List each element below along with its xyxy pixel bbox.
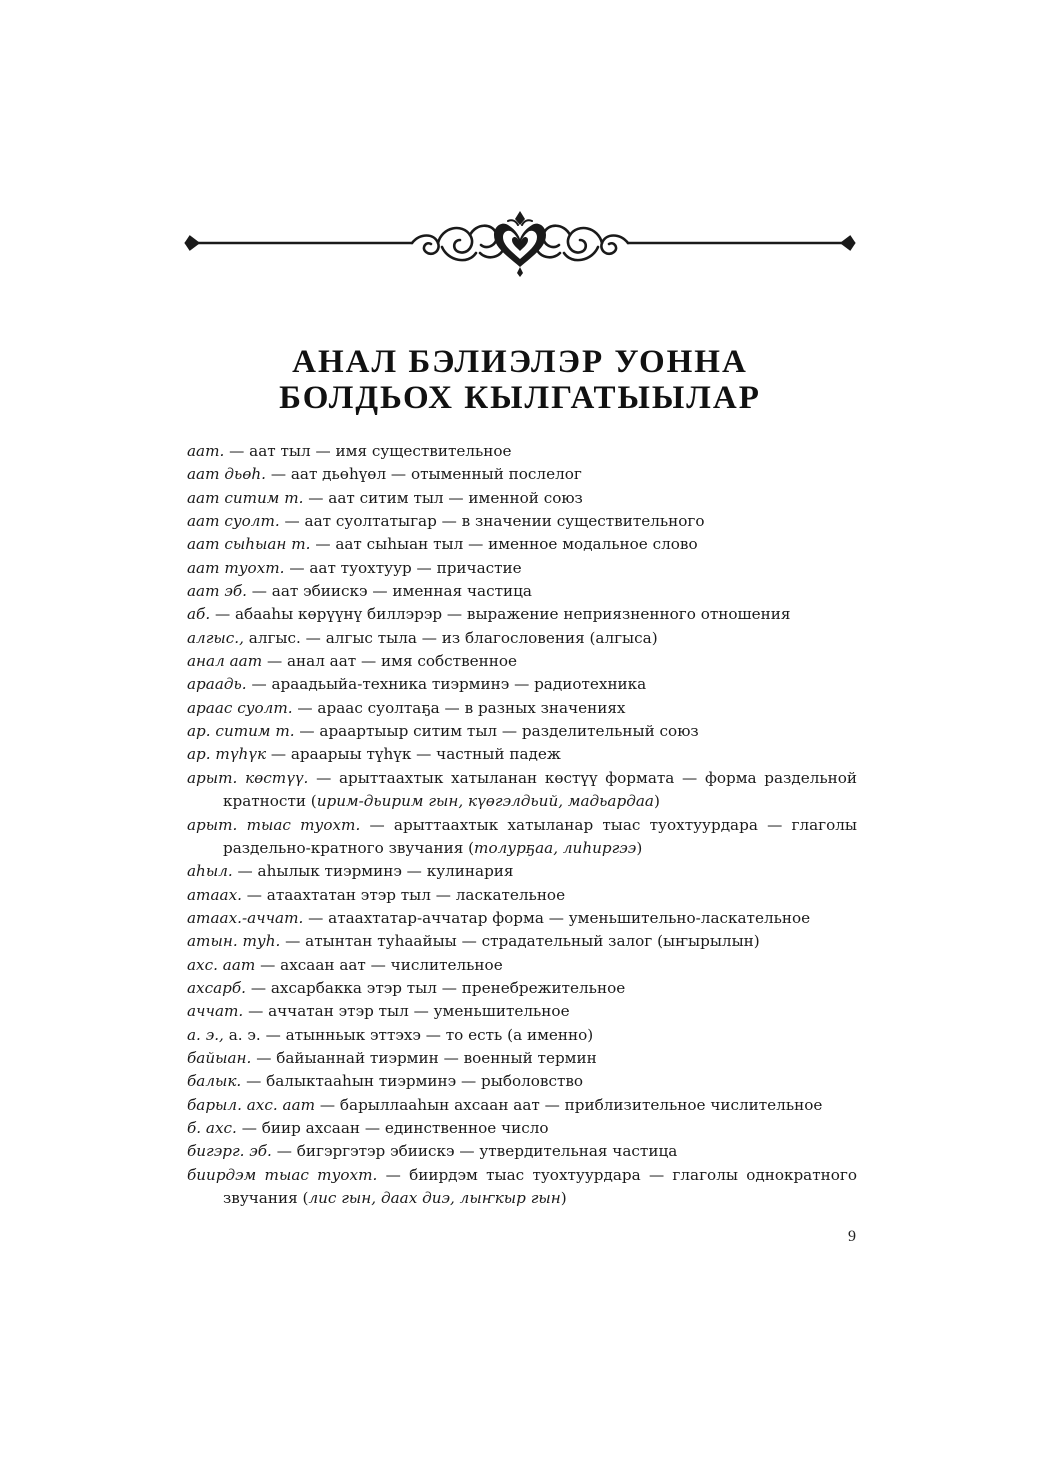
- abbreviation: араас суолт.: [187, 698, 293, 717]
- abbreviation-entry: [187, 977, 857, 1000]
- abbreviation: аат ситим т.: [187, 488, 304, 507]
- abbreviation-definition: — атаахтатан этэр тыл — ласкательное: [246, 885, 566, 904]
- abbreviation-entry: [187, 463, 857, 486]
- abbreviation: аат.: [187, 442, 225, 460]
- example-open: (: [305, 792, 317, 811]
- abbreviation: ахсарб.: [187, 978, 246, 997]
- abbreviation: ахс. аат: [187, 955, 256, 974]
- abbreviation-definition: — аат сыһыан тыл — именное модальное слово: [315, 535, 698, 554]
- abbreviation-definition: — аат тыл — имя существительное: [229, 442, 512, 460]
- abbreviation: арыт. тыас туохт.: [187, 815, 361, 834]
- example-close: ): [560, 1189, 567, 1207]
- abbreviation: араадь.: [187, 675, 247, 694]
- abbreviation-definition: — ахсаан аат — числительное: [260, 955, 503, 974]
- decorative-ornament-divider: [180, 205, 860, 285]
- abbreviation-entry: [187, 1117, 857, 1140]
- abbreviation-list: [187, 440, 857, 1210]
- abbreviation-definition: — барыллааһын ахсаан аат — приблизительное числительное: [319, 1095, 823, 1114]
- abbreviation: байыан.: [187, 1048, 252, 1067]
- abbreviation: атаах.-аччат.: [187, 908, 304, 927]
- abbreviation-definition: — аччатан этэр тыл — уменьшительное: [248, 1002, 570, 1021]
- abbreviation-entry: [187, 627, 857, 650]
- section-heading-line-1: АНАЛ БЭЛИЭЛЭР УОННА: [292, 344, 748, 380]
- abbreviation: аат эб.: [187, 582, 247, 601]
- abbreviation: аб.: [187, 605, 211, 624]
- abbreviation: атаах.: [187, 885, 242, 904]
- abbreviation: а. э.,: [187, 1025, 224, 1044]
- abbreviation-entry: [187, 440, 857, 463]
- example-words: лис гын, даах диэ, лыҥкыр гын: [308, 1189, 561, 1207]
- abbreviation: биирдэм тыас туохт.: [187, 1165, 378, 1184]
- abbreviation-definition: — аат суолтатыгар — в значении существительного: [284, 512, 705, 531]
- abbreviation-entry: [187, 1070, 857, 1093]
- example-close: ): [653, 792, 660, 811]
- example-open: (: [463, 838, 475, 857]
- abbreviation-entry: [187, 533, 857, 556]
- abbreviation-entry: [187, 1047, 857, 1070]
- abbreviation: алгыс.,: [187, 628, 244, 647]
- abbreviation-entry: [187, 884, 857, 907]
- abbreviation-entry: [187, 907, 857, 930]
- abbreviation-entry: [187, 673, 857, 696]
- example-open: (: [297, 1189, 309, 1207]
- abbreviation: аат туохт.: [187, 558, 285, 577]
- abbreviation-entry: [187, 580, 857, 603]
- abbreviation-entry: [187, 743, 857, 766]
- abbreviation-entry: [187, 1140, 857, 1163]
- abbreviation-definition: — байыаннай тиэрмин — военный термин: [256, 1048, 597, 1067]
- abbreviation-entry: [187, 720, 857, 743]
- abbreviation-definition: — аат ситим тыл — именной союз: [308, 488, 583, 507]
- abbreviation-definition: — аат эбиискэ — именная частица: [251, 582, 532, 601]
- abbreviation-definition: — арыттаахтык хатыланан көстүү формата — форма раздельной кратности: [223, 768, 857, 811]
- section-heading-line-2: БОЛДЬОХ КЫЛГАТЫЫЛАР: [279, 380, 761, 416]
- abbreviation: анал аат: [187, 652, 263, 671]
- abbreviation-definition: — араарыы түһүк — частный падеж: [270, 745, 561, 764]
- abbreviation-definition: — аат дьөһүөл — отыменный послелог: [270, 465, 582, 484]
- abbreviation-entry: [187, 767, 857, 814]
- abbreviation-definition: — анал аат — имя собственное: [266, 652, 517, 671]
- abbreviation: аат дьөһ.: [187, 465, 266, 484]
- example-words: ирим-дьирим гын, күөгэлдьий, мадьардаа: [316, 792, 654, 811]
- abbreviation-entry: [187, 510, 857, 533]
- abbreviation-entry: [187, 1094, 857, 1117]
- abbreviation-entry: [187, 860, 857, 883]
- abbreviation-definition: — аат туохтуур — причастие: [289, 558, 522, 577]
- abbreviation: ар. ситим т.: [187, 722, 295, 741]
- abbreviation-definition: — араартыыр ситим тыл — разделительный союз: [299, 722, 699, 741]
- abbreviation-entry: [187, 487, 857, 510]
- abbreviation: барыл. ахс. аат: [187, 1095, 316, 1114]
- abbreviation-definition: — арыттаахтык хатыланар тыас туохтуурдара — глаголы раздельно-кратного звучания: [223, 815, 857, 857]
- abbreviation-definition: — балыктааһын тиэрминэ — рыболовство: [246, 1072, 584, 1091]
- abbreviation: аһыл.: [187, 862, 233, 881]
- abbreviation-definition: — аһылык тиэрминэ — кулинария: [237, 862, 514, 881]
- abbreviation-entry: [187, 954, 857, 977]
- abbreviation-definition: — бигэргэтэр эбиискэ — утвердительная частица: [276, 1142, 678, 1161]
- abbreviation-definition: — биир ахсаан — единственное число: [241, 1118, 549, 1137]
- abbreviation: балык.: [187, 1072, 242, 1091]
- abbreviation-definition: — биирдэм тыас туохтуурдара — глаголы однократного звучания: [223, 1165, 857, 1207]
- abbreviation-entry: [187, 1000, 857, 1023]
- abbreviation: ар. түһүк: [187, 745, 267, 764]
- abbreviation: атын. туһ.: [187, 932, 281, 951]
- example-words: толурҕаа, лиһиргээ: [474, 838, 637, 857]
- abbreviation-definition: алгыс. — алгыс тыла — из благословения (алгыса): [248, 628, 658, 647]
- abbreviation-definition: — ахсарбакка этэр тыл — пренебрежительное: [250, 978, 626, 997]
- abbreviation: аат суолт.: [187, 512, 280, 531]
- abbreviation: б. ахс.: [187, 1118, 237, 1137]
- abbreviation-entry: [187, 814, 857, 861]
- abbreviation: аччат.: [187, 1002, 244, 1021]
- abbreviation-definition: а. э. — атынньык эттэхэ — то есть (а именно): [228, 1025, 594, 1044]
- abbreviation-entry: [187, 1164, 857, 1211]
- abbreviation-definition: — араас суолтаҕа — в разных значениях: [297, 698, 626, 717]
- abbreviation-definition: — абааһы көрүүнү биллэрэр — выражение неприязненного отношения: [214, 605, 791, 624]
- page-number: 9: [848, 1228, 856, 1245]
- abbreviation: бигэрг. эб.: [187, 1142, 272, 1161]
- abbreviation-entry: [187, 650, 857, 673]
- abbreviation-entry: [187, 930, 857, 953]
- example-close: ): [636, 838, 643, 857]
- abbreviation-entry: [187, 557, 857, 580]
- abbreviation-entry: [187, 603, 857, 626]
- abbreviation-definition: — атынтан туһаайыы — страдательный залог (ыҥырылын): [285, 932, 760, 951]
- abbreviation-definition: — атаахтатар-аччатар форма — уменьшительно-ласкательное: [308, 908, 811, 927]
- abbreviation: аат сыһыан т.: [187, 535, 311, 554]
- abbreviation-entry: [187, 697, 857, 720]
- abbreviation: арыт. көстүү.: [187, 768, 309, 787]
- abbreviation-entry: [187, 1024, 857, 1047]
- abbreviation-definition: — араадьыйа-техника тиэрминэ — радиотехника: [251, 675, 647, 694]
